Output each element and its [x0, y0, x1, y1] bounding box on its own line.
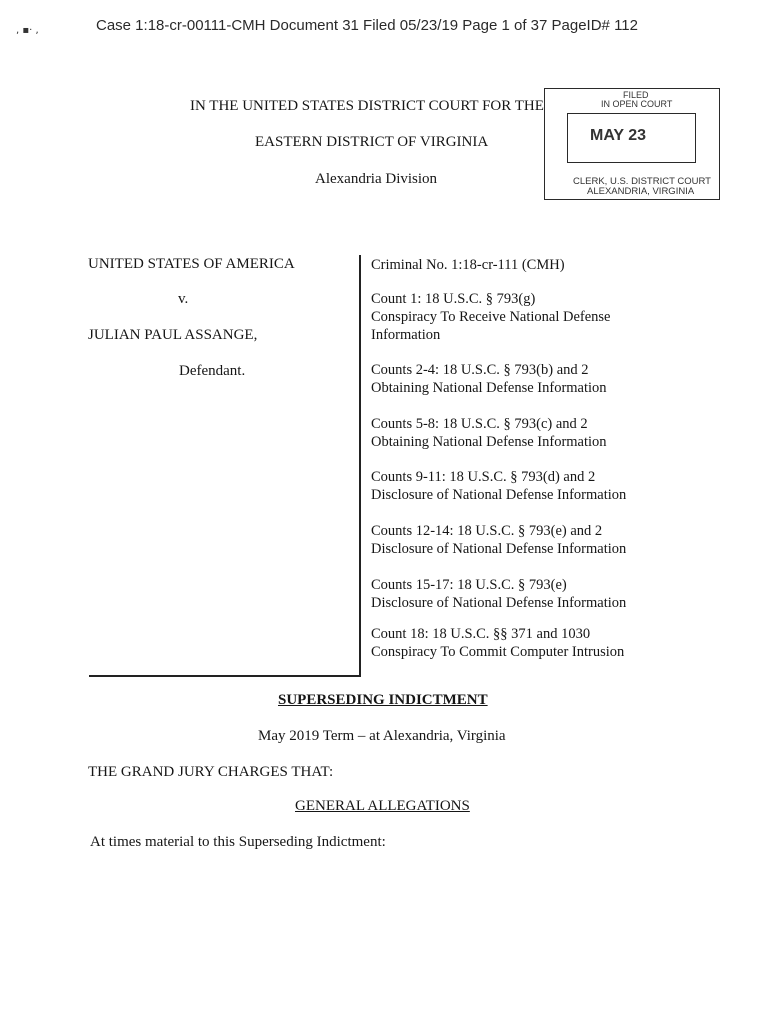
stamp-filed-label: FILED: [623, 90, 649, 100]
court-title: IN THE UNITED STATES DISTRICT COURT FOR THE: [190, 98, 544, 114]
court-division: Alexandria Division: [315, 171, 438, 187]
count-18: Count 18: 18 U.S.C. §§ 371 and 1030 Conspiracy To Commit Computer Intrusion: [371, 626, 625, 660]
caption-plaintiff: UNITED STATES OF AMERICA: [88, 256, 295, 272]
count-1: Count 1: 18 U.S.C. § 793(g) Conspiracy To Receive National Defense Information: [371, 291, 611, 343]
grand-jury-line: THE GRAND JURY CHARGES THAT:: [88, 764, 334, 780]
stamp-date-box: [567, 113, 696, 163]
indictment-title: SUPERSEDING INDICTMENT: [278, 692, 488, 708]
counts-9-11: Counts 9-11: 18 U.S.C. § 793(d) and 2 Disclosure of National Defense Information: [371, 469, 627, 503]
ecf-header: Case 1:18-cr-00111-CMH Document 31 Filed 05/23/19 Page 1 of 37 PageID# 112: [96, 17, 638, 34]
stamp-clerk-line1: CLERK, U.S. DISTRICT COURT: [573, 176, 711, 187]
counts-12-14: Counts 12-14: 18 U.S.C. § 793(e) and 2 Disclosure of National Defense Information: [371, 523, 627, 557]
term-line: May 2019 Term – at Alexandria, Virginia: [258, 728, 506, 744]
criminal-number: Criminal No. 1:18-cr-111 (CMH): [371, 257, 565, 273]
caption-defendant-name: JULIAN PAUL ASSANGE,: [88, 327, 258, 343]
stamp-open-court-label: IN OPEN COURT: [601, 99, 673, 109]
counts-15-17: Counts 15-17: 18 U.S.C. § 793(e) Disclosure of National Defense Information: [371, 577, 627, 611]
stamp-date: MAY 23: [590, 127, 647, 144]
counts-5-8: Counts 5-8: 18 U.S.C. § 793(c) and 2 Obtaining National Defense Information: [371, 416, 607, 450]
caption-horizontal-rule: [89, 675, 361, 677]
scan-marks: , ▪· ,: [16, 25, 39, 36]
times-material-line: At times material to this Superseding Indictment:: [90, 834, 386, 850]
stamp-clerk-line2: ALEXANDRIA, VIRGINIA: [587, 186, 695, 197]
caption-defendant-label: Defendant.: [179, 363, 246, 379]
general-allegations-heading: GENERAL ALLEGATIONS: [295, 798, 470, 814]
court-district: EASTERN DISTRICT OF VIRGINIA: [255, 134, 489, 150]
caption-versus: v.: [178, 291, 189, 307]
counts-2-4: Counts 2-4: 18 U.S.C. § 793(b) and 2 Obtaining National Defense Information: [371, 362, 607, 396]
caption-vertical-rule: [359, 255, 361, 676]
filed-stamp: [544, 88, 720, 200]
